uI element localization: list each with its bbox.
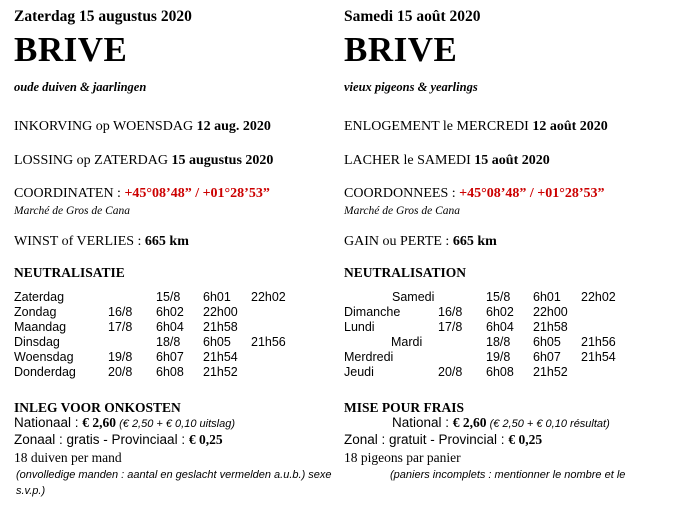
neutralisation-cell: 6h04 bbox=[486, 320, 514, 334]
coordinates-line bbox=[344, 186, 605, 202]
national-cost-line bbox=[392, 415, 610, 431]
release-date: 15 augustus 2020 bbox=[171, 153, 274, 168]
coordinates-label: COORDONNEES : bbox=[344, 186, 460, 201]
race-city: BRIVE bbox=[344, 30, 458, 69]
neutralisation-cell: 19/8 bbox=[108, 350, 133, 364]
distance-label: WINST of VERLIES : bbox=[14, 234, 145, 249]
release-line bbox=[344, 153, 550, 169]
coordinates-value: +45°08’48” / +01°28’53” bbox=[124, 186, 270, 201]
neutralisation-table bbox=[344, 290, 664, 382]
neutralisation-cell: 21h56 bbox=[581, 335, 616, 349]
neutralisation-cell: 22h02 bbox=[251, 290, 286, 304]
neutralisation-cell: 18/8 bbox=[486, 335, 511, 349]
basketing-line bbox=[14, 119, 271, 135]
neutralisation-day: Zondag bbox=[14, 305, 57, 319]
neutralisation-cell: 6h01 bbox=[533, 290, 561, 304]
neutralisation-day: Samedi bbox=[392, 290, 435, 304]
basketing-label: INKORVING op WOENSDAG bbox=[14, 119, 197, 134]
zonal-label: Zonaal : gratis - Provinciaal : bbox=[14, 432, 189, 447]
per-basket: 18 pigeons par panier bbox=[344, 450, 461, 465]
neutralisation-cell: 21h52 bbox=[203, 365, 238, 379]
coordinates-line bbox=[14, 186, 270, 202]
neutralisation-day: Donderdag bbox=[14, 365, 76, 379]
neutralisation-cell: 22h00 bbox=[533, 305, 568, 319]
neutralisation-cell: 6h05 bbox=[203, 335, 231, 349]
national-value: € 2,60 bbox=[452, 415, 487, 430]
neutralisation-title: NEUTRALISATIE bbox=[14, 265, 125, 280]
neutralisation-day: Dinsdag bbox=[14, 335, 60, 349]
coordinates-label: COORDINATEN : bbox=[14, 186, 125, 201]
neutralisation-table bbox=[14, 290, 330, 382]
neutralisation-cell: 21h58 bbox=[533, 320, 568, 334]
neutralisation-cell: 20/8 bbox=[108, 365, 133, 379]
neutralisation-day: Dimanche bbox=[344, 305, 401, 319]
basket-note: (onvolledige manden : aantal en geslacht vermelden a.u.b.) sexe s.v.p.) bbox=[16, 469, 332, 497]
basketing-label: ENLOGEMENT le MERCREDI bbox=[344, 119, 533, 134]
neutralisation-day: Zaterdag bbox=[14, 290, 65, 304]
neutralisation-cell: 22h00 bbox=[203, 305, 238, 319]
neutralisation-cell: 6h04 bbox=[156, 320, 184, 334]
neutralisation-day: Jeudi bbox=[344, 365, 374, 379]
race-category: vieux pigeons & yearlings bbox=[344, 80, 478, 94]
neutralisation-cell: 17/8 bbox=[108, 320, 133, 334]
neutralisation-cell: 21h56 bbox=[251, 335, 286, 349]
neutralisation-cell: 6h05 bbox=[533, 335, 561, 349]
zonal-label: Zonal : gratuit - Provincial : bbox=[344, 432, 509, 447]
release-label: LOSSING op ZATERDAG bbox=[14, 153, 172, 168]
release-date: 15 août 2020 bbox=[474, 153, 550, 168]
basketing-line bbox=[344, 119, 608, 135]
neutralisation-cell: 21h58 bbox=[203, 320, 238, 334]
neutralisation-cell: 21h54 bbox=[203, 350, 238, 364]
neutralisation-cell: 6h02 bbox=[486, 305, 514, 319]
neutralisation-day: Lundi bbox=[344, 320, 375, 334]
neutralisation-cell: 15/8 bbox=[156, 290, 181, 304]
neutralisation-cell: 15/8 bbox=[486, 290, 511, 304]
zonal-value: € 0,25 bbox=[508, 432, 543, 447]
distance-label: GAIN ou PERTE : bbox=[344, 234, 453, 249]
neutralisation-day: Mardi bbox=[391, 335, 423, 349]
neutralisation-cell: 6h08 bbox=[156, 365, 184, 379]
neutralisation-cell: 6h08 bbox=[486, 365, 514, 379]
basketing-date: 12 aug. 2020 bbox=[196, 119, 271, 134]
neutralisation-cell: 16/8 bbox=[438, 305, 463, 319]
neutralisation-cell: 20/8 bbox=[438, 365, 463, 379]
national-detail: (€ 2,50 + € 0,10 résultat) bbox=[486, 418, 610, 430]
zonal-cost-line bbox=[344, 432, 542, 448]
neutralisation-cell: 21h54 bbox=[581, 350, 616, 364]
neutralisation-cell: 6h01 bbox=[203, 290, 231, 304]
distance-value: 665 km bbox=[144, 234, 189, 249]
neutralisation-day: Merdredi bbox=[344, 350, 394, 364]
national-label: National : bbox=[392, 415, 453, 430]
cost-title: INLEG VOOR ONKOSTEN bbox=[14, 400, 181, 415]
race-date: Zaterdag 15 augustus 2020 bbox=[14, 8, 192, 25]
distance-value: 665 km bbox=[452, 234, 497, 249]
coordinates-value: +45°08’48” / +01°28’53” bbox=[459, 186, 605, 201]
race-city: BRIVE bbox=[14, 30, 128, 69]
basketing-date: 12 août 2020 bbox=[532, 119, 608, 134]
neutralisation-title: NEUTRALISATION bbox=[344, 265, 467, 280]
release-place: Marché de Gros de Cana bbox=[14, 205, 131, 217]
neutralisation-day: Woensdag bbox=[14, 350, 74, 364]
zonal-value: € 0,25 bbox=[188, 432, 223, 447]
race-category: oude duiven & jaarlingen bbox=[14, 80, 147, 94]
neutralisation-day: Maandag bbox=[14, 320, 67, 334]
release-place: Marché de Gros de Cana bbox=[344, 205, 461, 217]
race-date: Samedi 15 août 2020 bbox=[344, 8, 481, 25]
neutralisation-cell: 6h02 bbox=[156, 305, 184, 319]
neutralisation-cell: 16/8 bbox=[108, 305, 133, 319]
national-label: Nationaal : bbox=[14, 415, 83, 430]
neutralisation-cell: 19/8 bbox=[486, 350, 511, 364]
neutralisation-cell: 18/8 bbox=[156, 335, 181, 349]
release-label: LACHER le SAMEDI bbox=[344, 153, 475, 168]
neutralisation-cell: 6h07 bbox=[156, 350, 184, 364]
neutralisation-cell: 6h07 bbox=[533, 350, 561, 364]
neutralisation-cell: 17/8 bbox=[438, 320, 463, 334]
distance-line bbox=[14, 234, 189, 250]
national-value: € 2,60 bbox=[82, 415, 117, 430]
release-line bbox=[14, 153, 273, 169]
distance-line bbox=[344, 234, 497, 250]
zonal-cost-line bbox=[14, 432, 223, 448]
neutralisation-cell: 22h02 bbox=[581, 290, 616, 304]
cost-title: MISE POUR FRAIS bbox=[344, 400, 465, 415]
basket-note: (paniers incomplets : mentionner le nombre et le bbox=[390, 469, 626, 481]
per-basket: 18 duiven per mand bbox=[14, 450, 122, 465]
national-detail: (€ 2,50 + € 0,10 uitslag) bbox=[116, 418, 235, 430]
national-cost-line bbox=[14, 415, 235, 431]
neutralisation-cell: 21h52 bbox=[533, 365, 568, 379]
